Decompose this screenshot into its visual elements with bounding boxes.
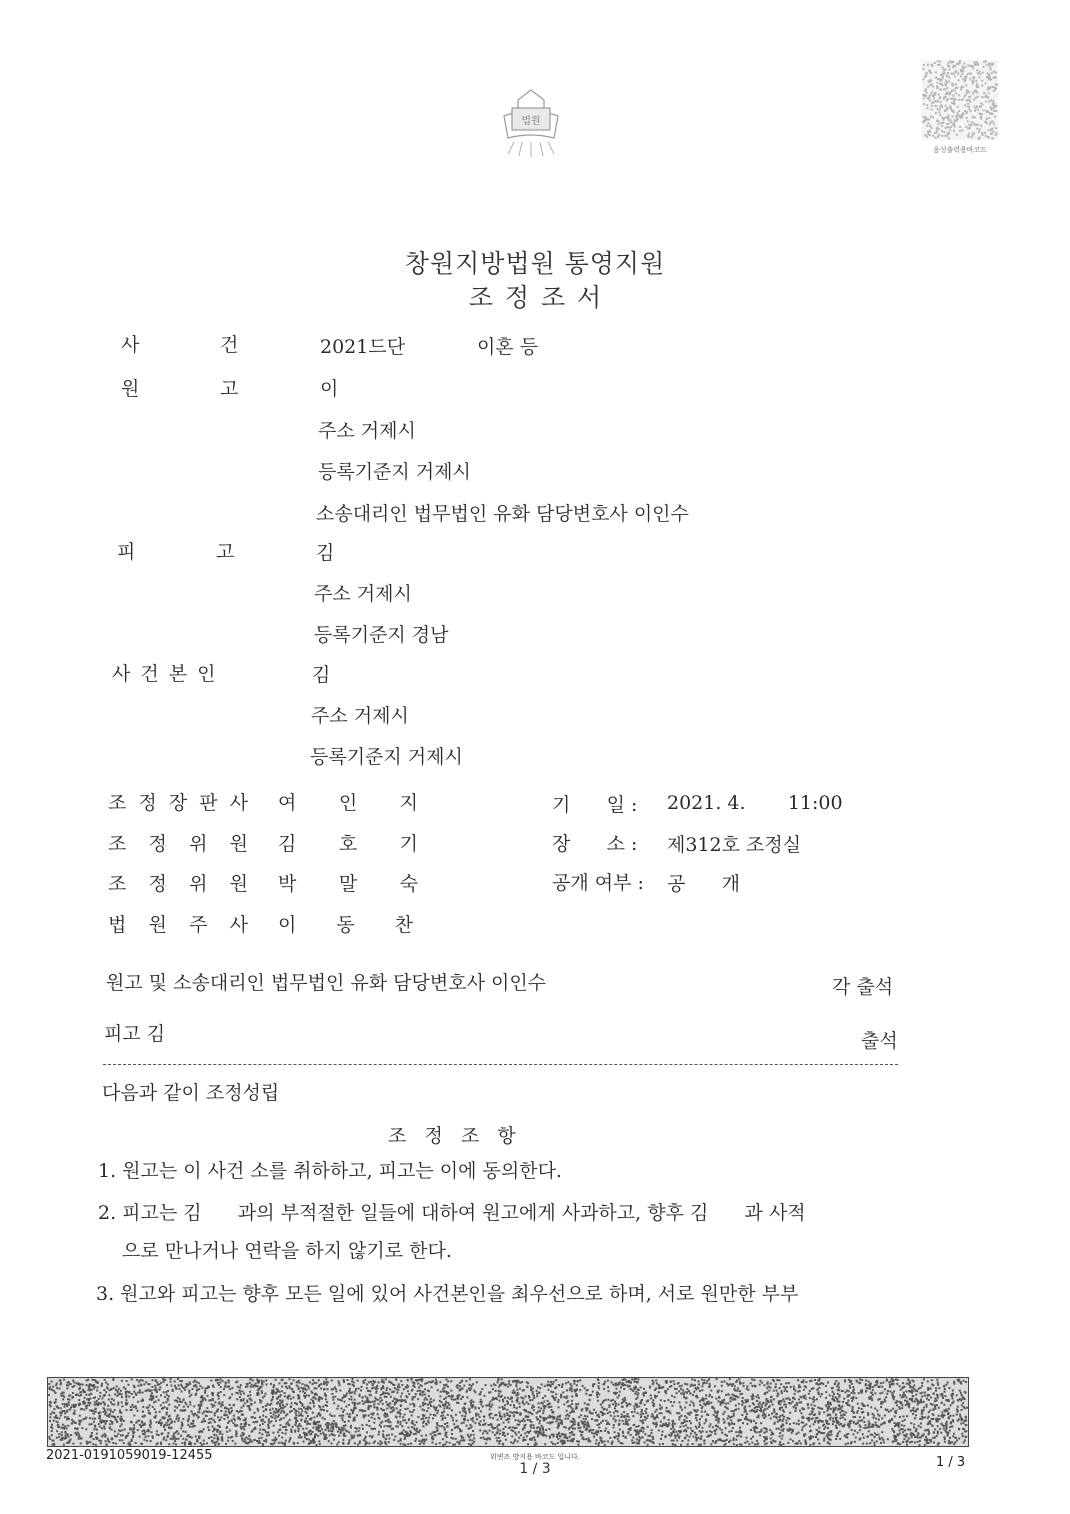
attendance-status: 출석 [861,1030,898,1052]
official-name: 김 호 기 [278,833,418,855]
defendant-name: 김 [316,542,335,564]
plaintiff-label-2: 고 [220,378,239,400]
page-indicator-center: 1 / 3 [519,1461,551,1477]
barcode-note: 위변조 방지용 바코드 입니다. [489,1453,581,1461]
plaintiff-address: 주소 거제시 [318,420,416,442]
attendance-who: 원고 및 소송대리인 법무법인 유화 담당변호사 이인수 [106,972,547,994]
plaintiff-name: 이 [320,378,339,400]
qr-code-icon [922,60,998,140]
plaintiff-counsel: 소송대리인 법무법인 유화 담당변호사 이인수 [316,503,689,525]
principal-label: 사 건 본 인 [112,663,218,685]
defendant-registered: 등록기준지 경남 [314,624,449,646]
plaintiff-label-1: 원 [121,378,140,400]
plaintiff-registered: 등록기준지 거제시 [318,461,471,483]
official-title: 조 정 위 원 [108,873,248,895]
date-label: 기 일 : [552,794,638,816]
section-title: 조 정 조 항 [388,1125,516,1147]
official-name: 이 동 찬 [278,914,413,936]
page-indicator-right: 1 / 3 [936,1455,966,1470]
principal-registered: 등록기준지 거제시 [310,746,463,768]
case-name: 이혼 등 [477,336,539,358]
clause: 2. 피고는 김 과의 부적절한 일들에 대하여 원고에게 사과하고, 향후 김 과 사적 [98,1202,806,1224]
official-title: 조 정 위 원 [108,833,248,855]
defendant-label-1: 피 [117,541,136,563]
principal-name: 김 [312,664,331,686]
intro-text: 다음과 같이 조정성립 [102,1082,280,1104]
attendance-who: 피고 김 [104,1023,166,1045]
defendant-label-2: 고 [216,541,235,563]
qr-caption: 음성출력용바코드 [932,146,988,154]
document-title: 조 정 조 서 [468,283,602,312]
official-name: 여 인 지 [278,792,418,814]
public-label: 공개 여부 : [552,872,644,894]
official-title: 법 원 주 사 [108,914,248,936]
anti-forgery-barcode [47,1377,969,1447]
dashed-divider [103,1064,898,1065]
defendant-address: 주소 거제시 [314,583,412,605]
court-name: 창원지방법원 통영지원 [404,249,666,278]
case-label-2: 건 [220,334,239,356]
clause: 1. 원고는 이 사건 소를 취하하고, 피고는 이에 동의한다. [98,1160,562,1182]
case-label-1: 사 [121,334,140,356]
official-title: 조 정 장 판 사 [108,792,248,814]
case-number: 2021드단 [320,336,406,358]
place-value: 제312호 조정실 [667,834,802,856]
court-seal-icon [494,86,568,160]
place-label: 장 소 : [552,833,638,855]
principal-address: 주소 거제시 [311,705,409,727]
official-name: 박 말 숙 [278,873,418,895]
attendance-status: 각 출석 [832,976,894,998]
document-number: 2021-0191059019-12455 [46,1448,213,1463]
public-value: 공 개 [667,873,740,895]
seal-text: 법원 [521,116,541,127]
clause: 3. 원고와 피고는 향후 모든 일에 있어 사건본인을 최우선으로 하며, 서로 원만한 부부 [96,1283,799,1305]
date-value: 2021. 4. 11:00 [667,792,843,814]
clause: 으로 만나거나 연락을 하지 않기로 한다. [122,1240,452,1262]
